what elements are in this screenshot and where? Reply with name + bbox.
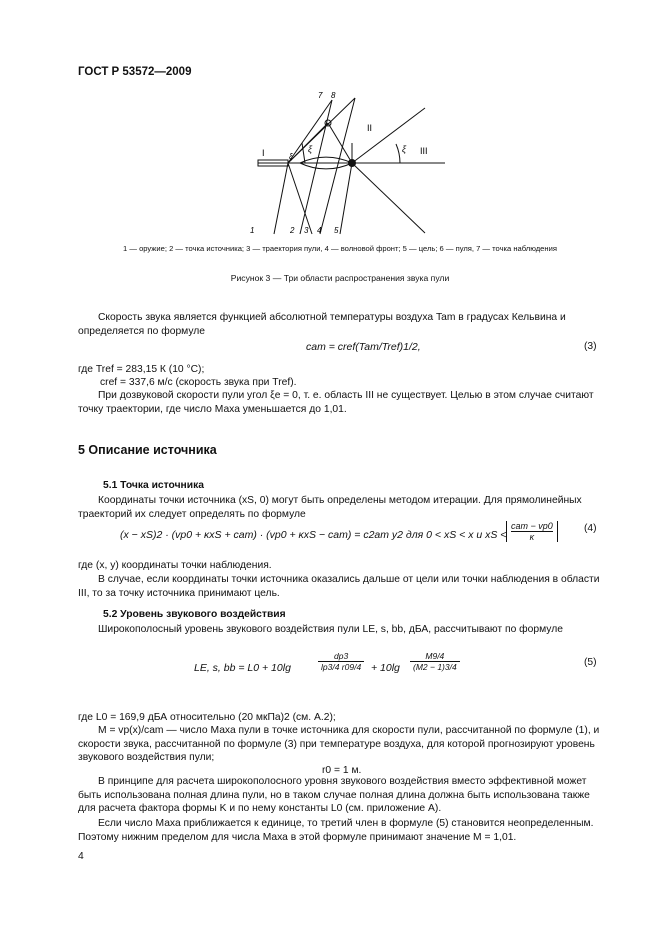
fraction-denominator: κ <box>529 532 535 542</box>
equation-3: cam = cref(Tam/Tref)1/2, <box>306 341 421 353</box>
figure-label-8: 8 <box>331 91 336 100</box>
equation-4: (x − xS)2 · (vp0 + κxS + cam) · (vp0 + κxS − cam) = c2am y2 для 0 < xS < x и xS < <box>120 529 507 541</box>
equation-5-fraction-2 <box>410 651 460 672</box>
page-number: 4 <box>78 851 84 862</box>
equation-number-4: (4) <box>584 523 597 534</box>
paragraph: Скорость звука является функцией абсолютной температуры воздуха Tam в градусах Кельвина и определяется по формуле <box>78 312 566 337</box>
fraction-numerator: M9/4 <box>410 651 460 662</box>
angle-label: ξ <box>402 144 407 154</box>
where-line: cref = 337,6 м/с (скорость звука при Tref). <box>100 377 297 388</box>
region-label-ii: II <box>367 123 373 133</box>
where-line: r0 = 1 м. <box>322 765 362 776</box>
section-heading: 5 Описание источника <box>78 443 217 457</box>
subsection-heading: 5.1 Точка источника <box>103 480 204 491</box>
equation-5-fraction-1 <box>318 651 364 672</box>
paragraph: Если число Маха приближается к единице, то третий член в формуле (5) становится неопределенным. Поэтому нижним пределом для числа Маха в этой формуле принимают значение M = 1,01. <box>78 818 594 843</box>
equation-number-5: (5) <box>584 657 597 668</box>
equation-4-abs-fraction <box>506 521 558 542</box>
figure-label-2: 2 <box>290 226 295 235</box>
paragraph: M = vp(x)/cam — число Маха пули в точке источника для скорости пули, рассчитанной по формуле (1), и скорости звука, рассчитанной по формуле (3) при температуре воздуха, для которой прогнозируют уровень звукового воздействия пули; <box>78 725 600 764</box>
fraction-numerator: cam − vp0 <box>511 521 553 531</box>
equation-number-3: (3) <box>584 341 597 352</box>
where-line: где L0 = 169,9 дБА относительно (20 мкПа)2 (см. А.2); <box>78 712 336 723</box>
where-line: где (x, y) координаты точки наблюдения. <box>78 560 272 571</box>
where-line: где Tref = 283,15 К (10 °С); <box>78 364 205 375</box>
angle-label: ξ <box>308 144 313 154</box>
figure-label-3: 3 <box>304 226 309 235</box>
region-label-iii: III <box>420 146 428 156</box>
paragraph: При дозвуковой скорости пули угол ξe = 0, т. е. область III не существует. Целью в этом случае считают точку траектории, где число Маха уменьшается до 1,01. <box>78 390 594 415</box>
paragraph: В случае, если координаты точки источника оказались дальше от цели или точки наблюдения в области III, то за точку источника принимают цель. <box>78 574 600 599</box>
figure-label-7: 7 <box>318 91 323 100</box>
figure-label-1: 1 <box>250 226 255 235</box>
figure-caption: 1 — оружие; 2 — точка источника; 3 — траектория пули, 4 — волновой фронт; 5 — цель; 6 — пуля, 7 — точка наблюдения <box>123 244 557 253</box>
paragraph: Координаты точки источника (xS, 0) могут быть определены методом итерации. Для прямолинейных траекторий их следует определять по формуле <box>78 495 582 520</box>
paragraph: Широкополосный уровень звукового воздействия пули LE, s, bb, дБА, рассчитывают по формуле <box>98 624 563 635</box>
figure-3-diagram <box>240 88 450 238</box>
equation-5-lhs: LE, s, bb = L0 + 10lg <box>194 662 291 674</box>
region-label-i: I <box>262 148 265 158</box>
equation-5-mid: + 10lg <box>371 662 400 674</box>
figure-label-5: 5 <box>334 226 339 235</box>
bullet-marker <box>348 159 356 167</box>
paragraph: В принципе для расчета широкополосного уровня звукового воздействия вместо эффективной может быть использована полная длина пули, но в таком случае полная длина должна быть использована также для расчета фактора формы K и по нему константы L0 (см. приложение А). <box>78 776 590 815</box>
figure-label-4: 4 <box>317 226 322 235</box>
fraction-denominator: (M2 − 1)3/4 <box>413 662 457 672</box>
subsection-heading: 5.2 Уровень звукового воздействия <box>103 609 286 620</box>
fraction-numerator: dp3 <box>318 651 364 662</box>
angle-label: ξ <box>289 152 293 161</box>
figure-title: Рисунок 3 — Три области распространения звука пули <box>230 273 450 283</box>
document-header: ГОСТ Р 53572—2009 <box>78 66 192 78</box>
fraction-denominator: lp3/4 r09/4 <box>321 662 362 672</box>
